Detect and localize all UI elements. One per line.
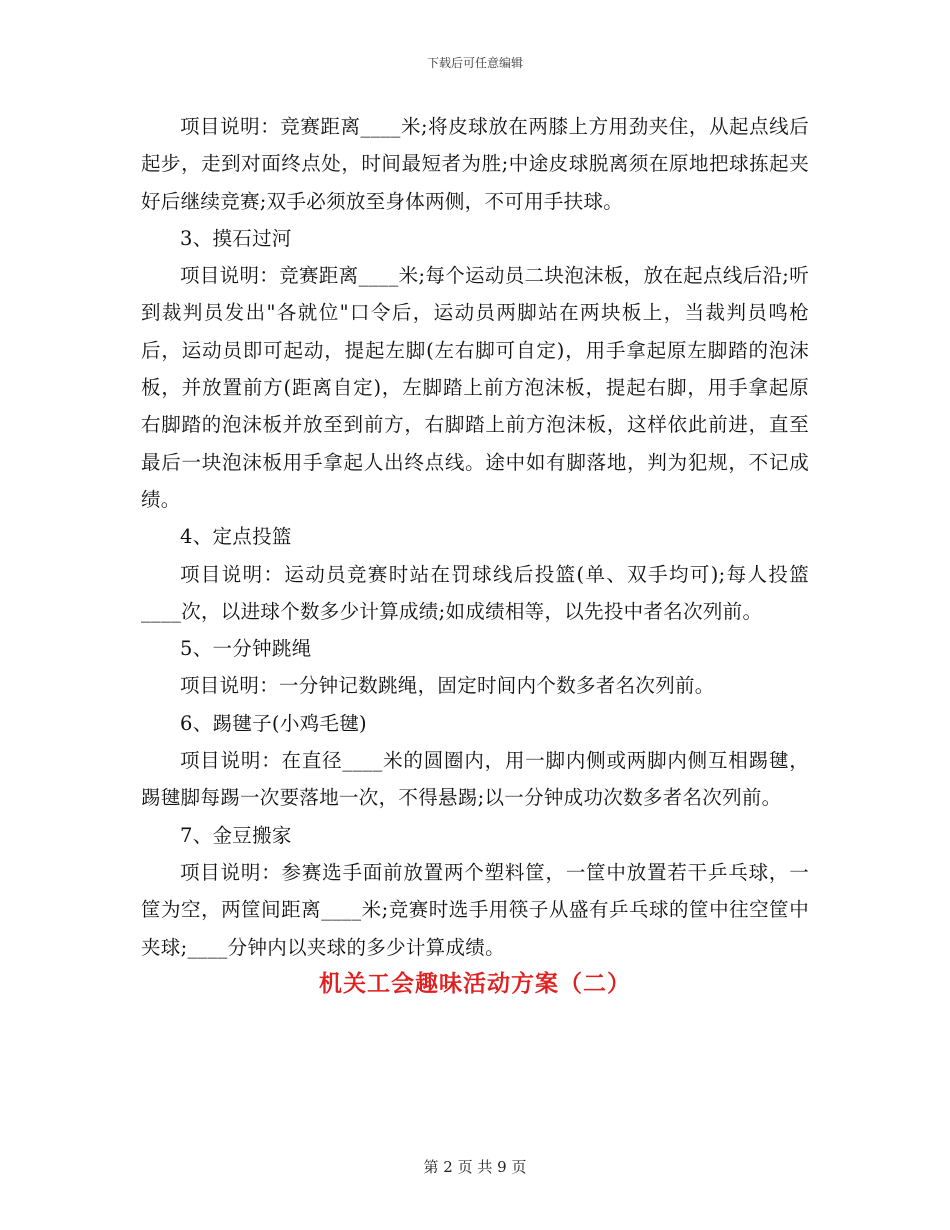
- item-heading-7: 7、金豆搬家: [180, 823, 292, 847]
- paragraph-rule-2: 项目说明：竞赛距离____米;将皮球放在两膝上方用劲夹住，从起点线后起步，走到对面终点处，时间最短者为胜;中途皮球脱离须在原地把球拣起夹好后继续竞赛;双手必须放至身体两侧，不可用手扶球。: [141, 115, 809, 213]
- item-heading-4: 4、定点投篮: [180, 525, 292, 549]
- item-heading-3: 3、摸石过河: [180, 226, 292, 250]
- paragraph-rule-7: 项目说明：参赛选手面前放置两个塑料筐，一筐中放置若干乒乓球，一筐为空，两筐间距离____米;竞赛时选手用筷子从盛有乒乓球的筐中往空筐中夹球;____分钟内以夹球的多少计算成绩。: [141, 860, 809, 959]
- document-title: 机关工会趣味活动方案（二）: [319, 970, 631, 997]
- document-body: [141, 108, 809, 1003]
- item-heading-6: 6、踢毽子(小鸡毛毽): [180, 711, 367, 735]
- page-footer: 第 2 页 共 9 页: [423, 1158, 527, 1176]
- header-note: 下载后可任意编辑: [426, 56, 523, 70]
- paragraph-rule-5: 项目说明：一分钟记数跳绳，固定时间内个数多者名次列前。: [180, 674, 715, 698]
- paragraph-rule-4: 项目说明：运动员竞赛时站在罚球线后投篮(单、双手均可);每人投篮____次，以进球个数多少计算成绩;如成绩相等，以先投中者名次列前。: [141, 562, 809, 623]
- item-heading-5: 5、一分钟跳绳: [180, 637, 312, 661]
- paragraph-rule-6: 项目说明：在直径____米的圆圈内，用一脚内侧或两脚内侧互相踢毽，踢毽脚每踢一次要落地一次，不得悬踢;以一分钟成功次数多者名次列前。: [141, 749, 809, 810]
- paragraph-rule-3: 项目说明：竞赛距离____米;每个运动员二块泡沫板，放在起点线后沿;听到裁判员发出"各就位"口令后，运动员两脚站在两块板上，当裁判员鸣枪后，运动员即可起动，提起左脚(左右脚可自定)，用手拿起原左脚踏的泡沫板，并放置前方(距离自定)，左脚踏上前方泡沫板，提起右脚，用手拿起原右脚踏的泡沫板并放至到前方，右脚踏上前方泡沫板，这样依此前进，直至最后一块泡沫板用手拿起人出终点线。途中如有脚落地，判为犯规，不记成绩。: [141, 264, 809, 511]
